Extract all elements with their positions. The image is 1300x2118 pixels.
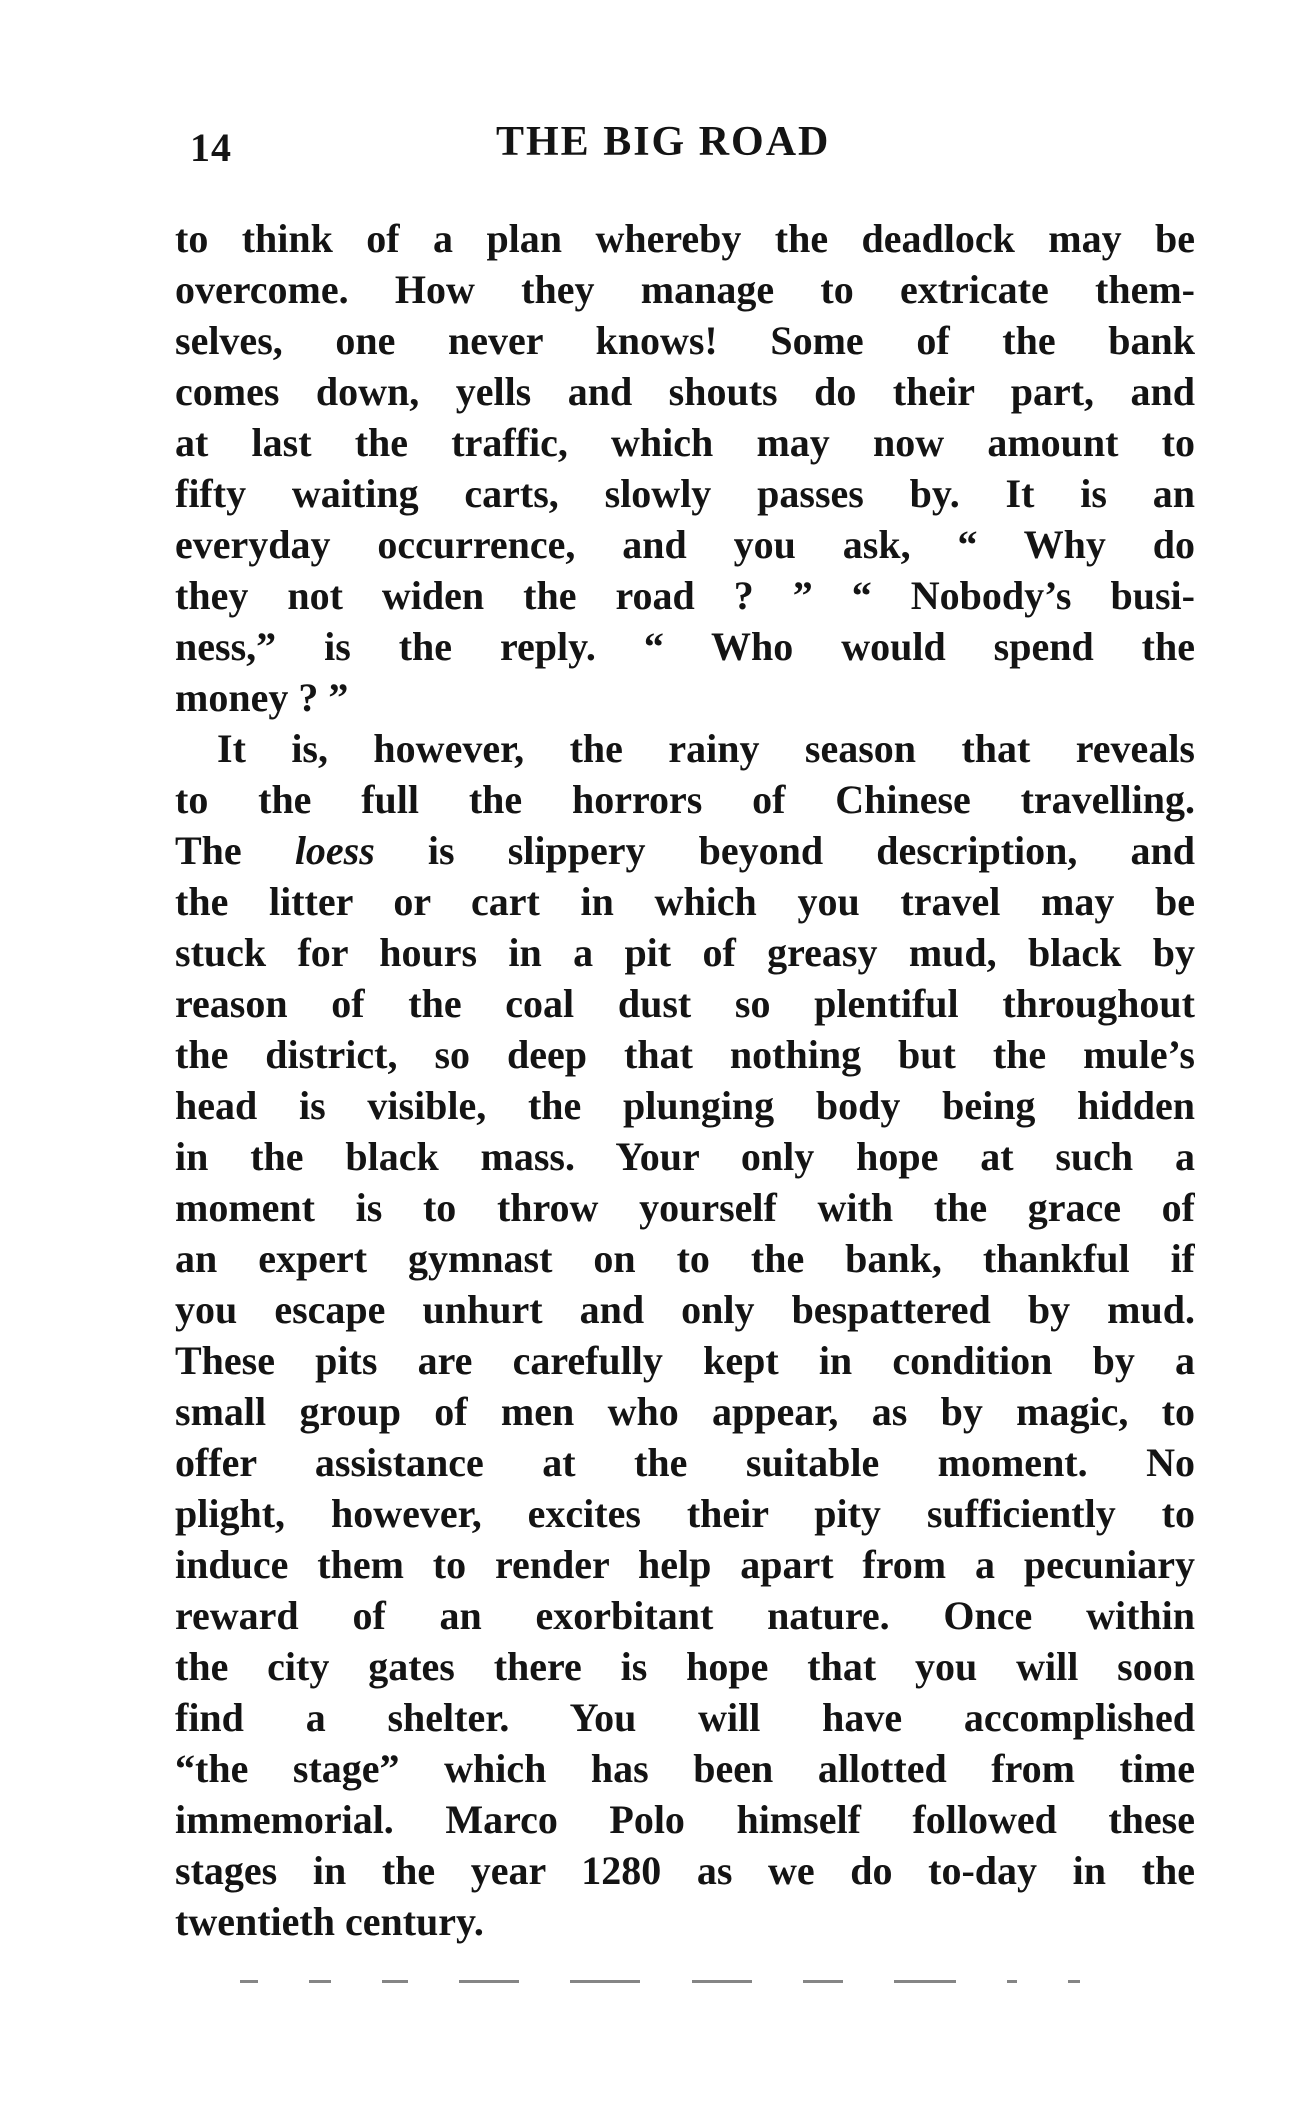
text-line: reward of an exorbitant nature. Once within [175, 1593, 1195, 1638]
faint-mark [1068, 1980, 1080, 1983]
text-line: find a shelter. You will have accomplished [175, 1695, 1195, 1740]
text-line: small group of men who appear, as by magic, to [175, 1389, 1195, 1434]
text-line: comes down, yells and shouts do their part, and [175, 369, 1195, 414]
page-header [176, 118, 1196, 178]
text-line: reason of the coal dust so plentiful throughout [175, 981, 1195, 1026]
text-line: everyday occurrence, and you ask, “ Why do [175, 522, 1195, 567]
text-line: These pits are carefully kept in condition by a [175, 1338, 1195, 1383]
text-line: to the full the horrors of Chinese travelling. [175, 777, 1195, 822]
text-line: head is visible, the plunging body being hidden [175, 1083, 1195, 1128]
text-line: stuck for hours in a pit of greasy mud, black by [175, 930, 1195, 975]
text-line: the district, so deep that nothing but the mule’s [175, 1032, 1195, 1077]
text-line: twentieth century. [175, 1899, 484, 1944]
text-line: money ? ” [175, 675, 349, 720]
text-line: the litter or cart in which you travel may be [175, 879, 1195, 924]
text-line: to think of a plan whereby the deadlock may be [175, 216, 1195, 261]
italic-term: loess [294, 828, 375, 873]
text-segment: is slippery beyond description, and [374, 828, 1195, 873]
text-line: moment is to throw yourself with the grace of [175, 1185, 1195, 1230]
text-line: the city gates there is hope that you will soon [175, 1644, 1195, 1689]
faint-mark [1007, 1980, 1017, 1983]
text-line: “the stage” which has been allotted from time [175, 1746, 1195, 1791]
text-line: selves, one never knows! Some of the bank [175, 318, 1195, 363]
text-line: you escape unhurt and only bespattered by mud. [175, 1287, 1195, 1332]
faint-mark [570, 1980, 640, 1983]
text-line-with-italic [175, 825, 1195, 876]
faint-mark [240, 1980, 258, 1983]
text-line: immemorial. Marco Polo himself followed these [175, 1797, 1195, 1842]
text-line: fifty waiting carts, slowly passes by. It is an [175, 471, 1195, 516]
text-segment: The [175, 828, 295, 873]
faint-mark [692, 1980, 752, 1983]
text-line: stages in the year 1280 as we do to-day in the [175, 1848, 1195, 1893]
faint-mark [459, 1980, 519, 1983]
faint-mark [309, 1980, 331, 1983]
text-line: at last the traffic, which may now amount to [175, 420, 1195, 465]
text-line: overcome. How they manage to extricate them- [175, 267, 1195, 312]
faint-mark [894, 1980, 956, 1983]
text-line: an expert gymnast on to the bank, thankful if [175, 1236, 1195, 1281]
body-text [175, 213, 1195, 1947]
faint-mark [382, 1980, 408, 1983]
text-line: ness,” is the reply. “ Who would spend the [175, 624, 1195, 669]
faint-mark [803, 1980, 843, 1983]
running-head: THE BIG ROAD [496, 119, 831, 165]
page-number: 14 [190, 125, 232, 170]
text-line: they not widen the road ? ” “ Nobody’s busi- [175, 573, 1195, 618]
paragraph-start-line: It is, however, the rainy season that reveals [217, 726, 1195, 771]
bleed-through-marks [240, 1980, 1080, 1984]
text-line: plight, however, excites their pity sufficiently to [175, 1491, 1195, 1536]
text-line: induce them to render help apart from a pecuniary [175, 1542, 1195, 1587]
text-line: offer assistance at the suitable moment. No [175, 1440, 1195, 1485]
text-line: in the black mass. Your only hope at such a [175, 1134, 1195, 1179]
